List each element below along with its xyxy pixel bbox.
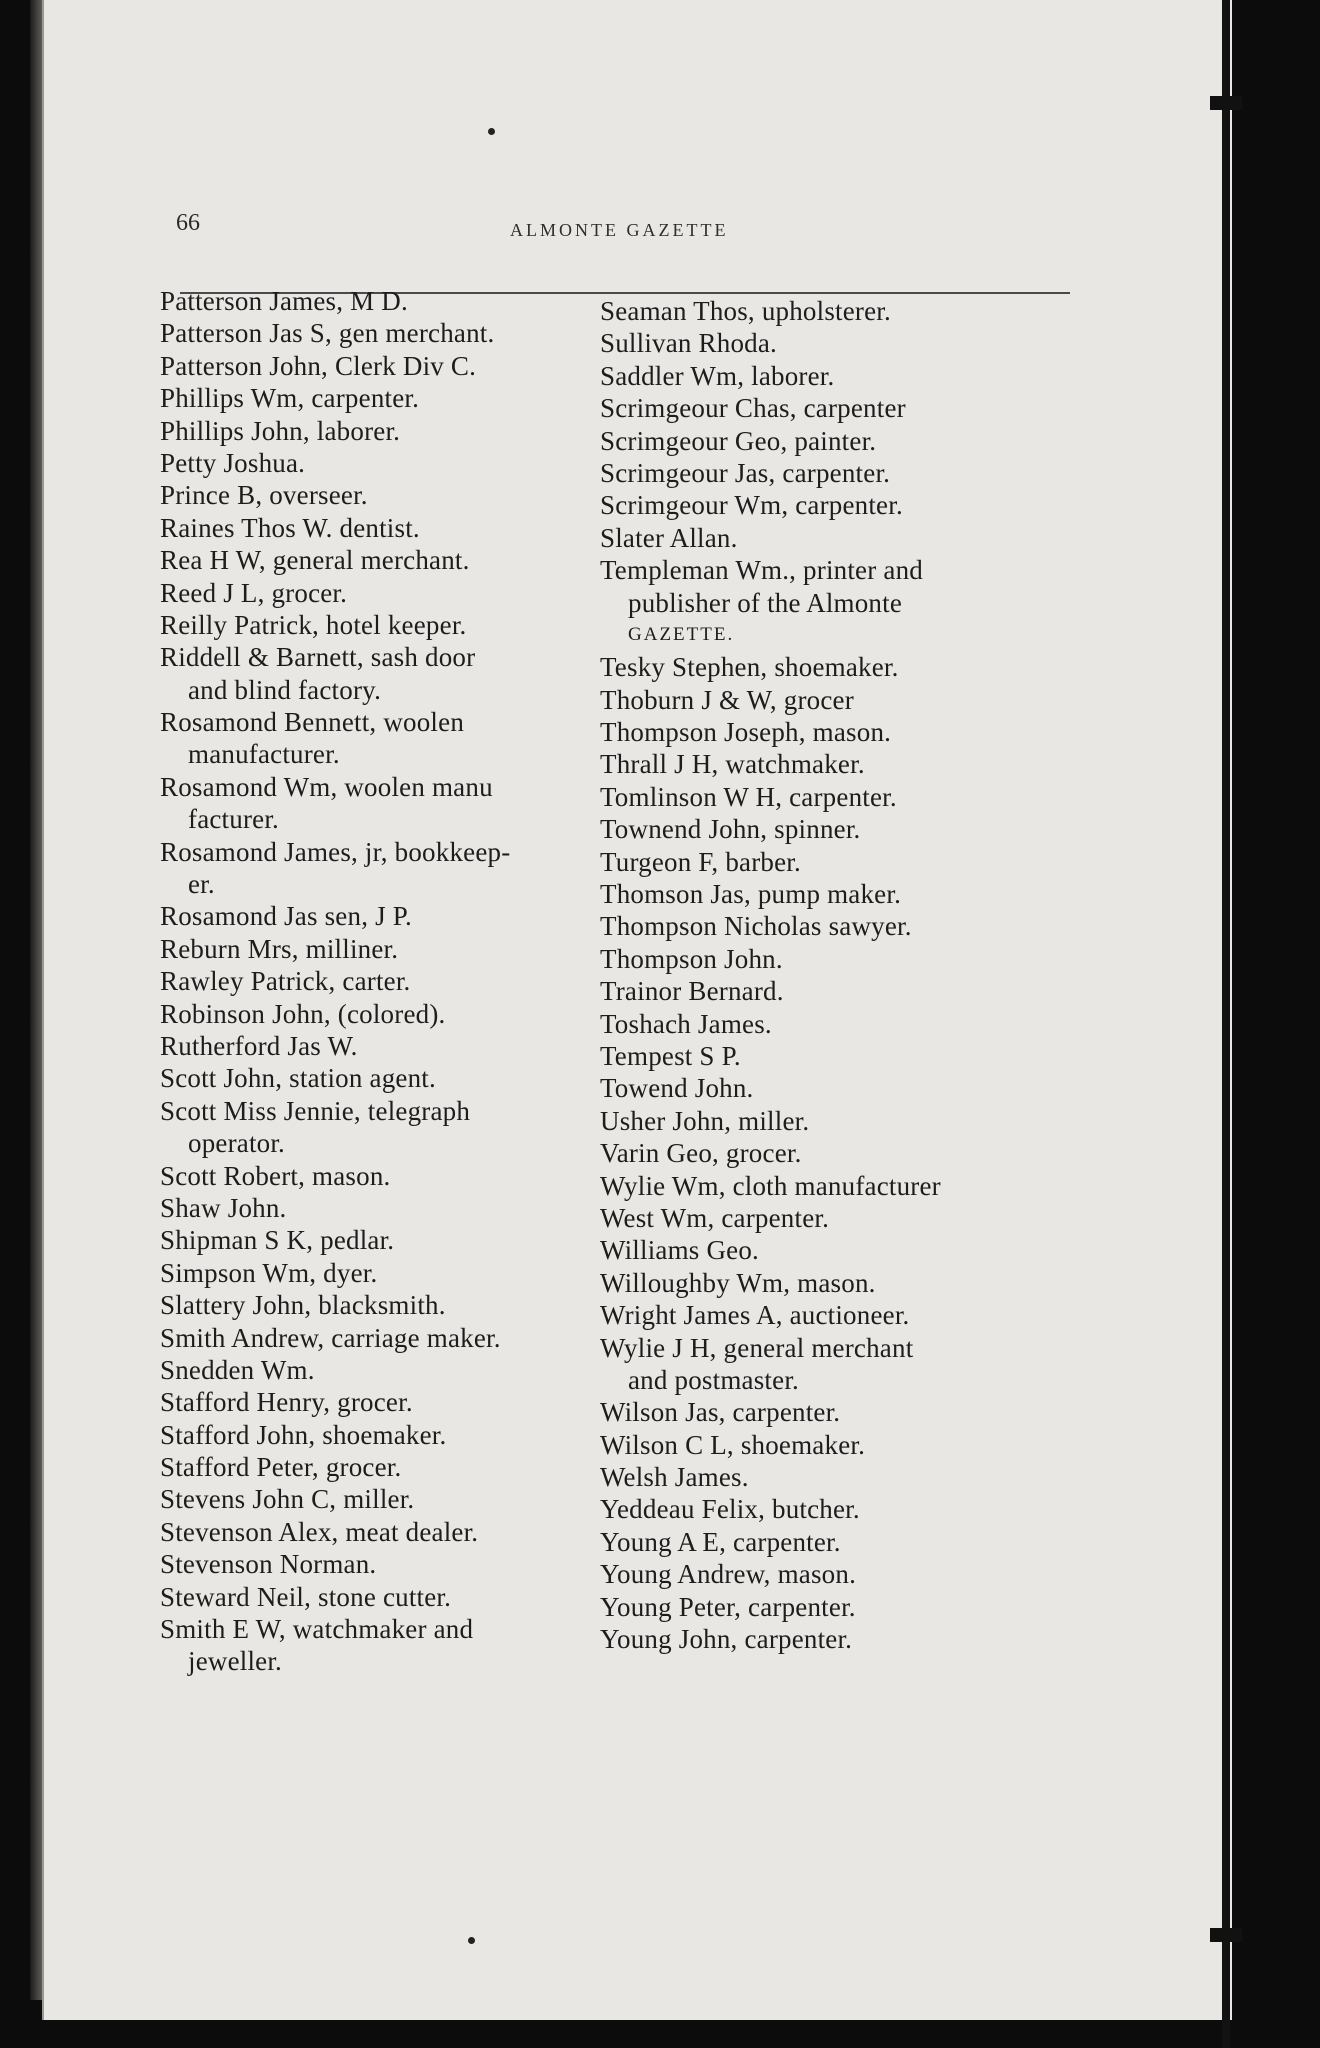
directory-entry: Townend John, spinner. [600,814,861,845]
directory-entry: Scott Robert, mason. [160,1160,391,1191]
directory-entry: Smith E W, watchmaker and [160,1614,474,1645]
directory-entry: Willoughby Wm, mason. [600,1267,876,1298]
directory-entry: Patterson Jas S, gen merchant. [160,318,495,349]
directory-entry-continued: and postmaster. [628,1364,799,1395]
directory-entry: Trainor Bernard. [600,976,784,1007]
directory-entry-continued: jeweller. [188,1646,283,1677]
directory-entry: Rutherford Jas W. [160,1030,358,1061]
directory-entry: Shaw John. [160,1192,287,1223]
directory-entry-continued: GAZETTE. [628,623,735,645]
directory-entry: Rosamond James, jr, bookkeep- [160,836,511,867]
directory-entry: Reed J L, grocer. [160,577,348,608]
directory-entry: Patterson James, M D. [160,286,408,316]
binding-clip-top [1210,96,1242,110]
directory-entry: Young A E, carpenter. [600,1526,841,1557]
directory-entry: Scrimgeour Wm, carpenter. [600,490,903,521]
directory-entry: Wylie Wm, cloth manufacturer [600,1170,941,1201]
directory-entry: Varin Geo, grocer. [600,1138,802,1169]
directory-entry: Wright James A, auctioneer. [600,1300,910,1331]
directory-entry: Tomlinson W H, carpenter. [600,781,897,812]
directory-entry: Petty Joshua. [160,447,306,478]
directory-entry: Turgeon F, barber. [600,846,801,877]
directory-entry: Thrall J H, watchmaker. [600,749,865,780]
directory-entry: Robinson John, (colored). [160,998,446,1029]
directory-entry: Toshach James. [600,1008,772,1039]
binding-spine [1222,0,1230,2048]
directory-entry: Scrimgeour Chas, carpenter [600,393,906,424]
directory-entry: Riddell & Barnett, sash door [160,642,476,673]
directory-entry: Wylie J H, general merchant [600,1332,914,1363]
directory-entry: Saddler Wm, laborer. [600,360,835,391]
directory-entry: Stafford Henry, grocer. [160,1387,413,1418]
directory-entry: Thomson Jas, pump maker. [600,879,902,910]
directory-entry: Prince B, overseer. [160,480,368,511]
binding-clip-bottom [1210,1928,1242,1942]
directory-entry: Steward Neil, stone cutter. [160,1581,452,1612]
directory-entry: Scrimgeour Jas, carpenter. [600,457,891,488]
directory-entry: Stevenson Alex, meat dealer. [160,1516,479,1547]
directory-entry: Stevens John C, miller. [160,1484,415,1515]
directory-entry: Tesky Stephen, shoemaker. [600,652,899,683]
directory-entry-continued: facturer. [188,804,279,835]
directory-entry: Reburn Mrs, milliner. [160,933,399,964]
right-column [600,295,1060,1655]
directory-entry-continued: operator. [188,1128,286,1159]
directory-entry: Thompson Joseph, mason. [600,717,892,748]
directory-entry: Yeddeau Felix, butcher. [600,1494,860,1525]
directory-entry: Stafford Peter, grocer. [160,1452,402,1483]
directory-entry: Thompson Nicholas sawyer. [600,911,912,942]
directory-entry: Young Andrew, mason. [600,1559,857,1590]
directory-entry: Towend John. [600,1073,754,1104]
directory-entry: West Wm, carpenter. [600,1202,830,1233]
directory-entry: Seaman Thos, upholsterer. [600,296,891,326]
directory-entry-continued: er. [188,869,215,900]
directory-entry: Tempest S P. [600,1040,741,1071]
directory-entry: Rosamond Jas sen, J P. [160,901,412,932]
directory-entry: Wilson Jas, carpenter. [600,1397,841,1428]
directory-entry: Wilson C L, shoemaker. [600,1429,866,1460]
directory-entry: Snedden Wm. [160,1354,315,1385]
ink-speck [488,128,495,135]
directory-entry: Rosamond Wm, woolen manu [160,771,493,802]
directory-entry: Rea H W, general merchant. [160,545,470,576]
directory-entry: Phillips Wm, carpenter. [160,383,420,414]
directory-entry: Smith Andrew, carriage maker. [160,1322,501,1353]
directory-entry: Scott Miss Jennie, telegraph [160,1095,471,1126]
directory-entry: Slater Allan. [600,522,738,553]
directory-entry: Williams Geo. [600,1235,759,1266]
left-column [160,285,610,1678]
directory-entry: Young Peter, carpenter. [600,1591,856,1622]
directory-entry: Stevenson Norman. [160,1549,377,1580]
running-title: ALMONTE GAZETTE [510,220,729,240]
directory-entry: Welsh James. [600,1462,749,1493]
directory-entry: Reilly Patrick, hotel keeper. [160,609,467,640]
directory-entry: Scott John, station agent. [160,1063,436,1094]
directory-entry: Young John, carpenter. [600,1624,853,1655]
directory-entry: Thompson John. [600,943,783,974]
directory-entry: Thoburn J & W, grocer [600,684,854,715]
directory-entry: Templeman Wm., printer and [600,555,923,586]
directory-entry: Scrimgeour Geo, painter. [600,425,877,456]
directory-entry: Rosamond Bennett, woolen [160,707,465,738]
ink-speck [468,1937,475,1944]
page-header [160,210,1060,250]
directory-entry: Stafford John, shoemaker. [160,1419,447,1450]
directory-entry: Sullivan Rhoda. [600,328,777,359]
directory-entry: Patterson John, Clerk Div C. [160,350,477,381]
directory-entry: Shipman S K, pedlar. [160,1225,395,1256]
directory-entry: Usher John, miller. [600,1105,810,1136]
directory-entry: Simpson Wm, dyer. [160,1257,378,1288]
directory-entry: Slattery John, blacksmith. [160,1290,446,1321]
directory-entry-continued: and blind factory. [188,674,382,705]
directory-entry-continued: publisher of the Almonte [628,587,903,618]
directory-entry: Raines Thos W. dentist. [160,512,420,543]
page-number: 66 [176,210,200,236]
directory-entry: Phillips John, laborer. [160,415,401,446]
directory-entry: Rawley Patrick, carter. [160,966,411,997]
directory-entry-continued: manufacturer. [188,739,340,770]
